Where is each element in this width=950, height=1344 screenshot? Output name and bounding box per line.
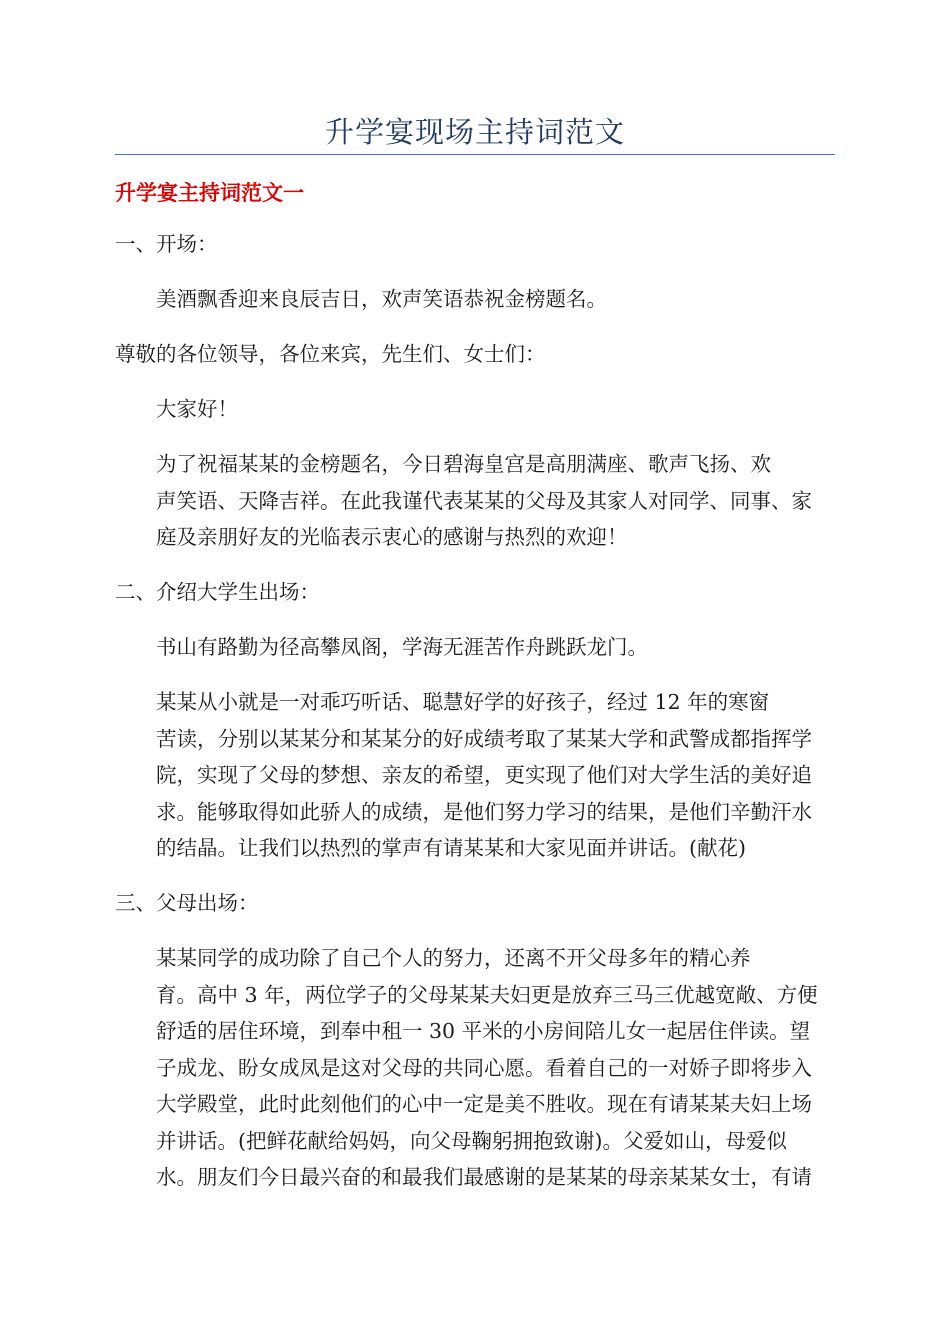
text-line: 子成龙、盼女成凤是这对父母的共同心愿。看着自己的一对娇子即将步入: [156, 1055, 812, 1080]
paragraph-greeting: 大家好！: [156, 397, 238, 421]
document-title: 升学宴现场主持词范文: [324, 115, 625, 149]
text-line: 育。高中 3 年，两位学子的父母某某夫妇更是放弃三马三优越宽敞、方便: [156, 982, 818, 1007]
text-line: 的结晶。让我们以热烈的掌声有请某某和大家见面并讲话。(献花): [156, 836, 746, 860]
paragraph-salutation: 尊敬的各位领导，各位来宾，先生们、女士们：: [115, 342, 546, 366]
paragraph-heading-students: 二、介绍大学生出场：: [115, 580, 320, 604]
document-body: [115, 226, 835, 1214]
text-line: 院，实现了父母的梦想、亲友的希望，更实现了他们对大学生活的美好追: [156, 763, 812, 787]
text-line: 并讲话。(把鲜花献给妈妈，向父母鞠躬拥抱致谢)。父爱如山，母爱似: [156, 1128, 787, 1153]
paragraph-heading-parents: 三、父母出场：: [115, 891, 259, 915]
section-heading: 升学宴主持词范文一: [115, 181, 304, 205]
paragraph-heading-opening: 一、开场：: [115, 232, 218, 256]
text-line: 求。能够取得如此骄人的成绩，是他们努力学习的结果，是他们辛勤汗水: [156, 799, 812, 824]
text-line: 某某从小就是一对乖巧听话、聪慧好学的好孩子，经过 12 年的寒窗: [156, 690, 770, 714]
paragraph-parents-intro: [115, 940, 835, 1196]
text-line: 苦读，分别以某某分和某某分的好成绩考取了某某大学和武警成都指挥学: [156, 726, 812, 751]
paragraph-students-intro: [115, 684, 835, 867]
text-line: 声笑语、天降吉祥。在此我谨代表某某的父母及其家人对同学、同事、家: [156, 488, 812, 513]
paragraph-welcome: [115, 446, 835, 556]
paragraph-couplet-students: 书山有路勤为径高攀凤阁，学海无涯苦作舟跳跃龙门。: [156, 635, 648, 659]
text-line: 某某同学的成功除了自己个人的努力，还离不开父母多年的精心养: [156, 946, 751, 970]
paragraph-couplet-opening: 美酒飘香迎来良辰吉日，欢声笑语恭祝金榜题名。: [156, 287, 607, 311]
text-line: 庭及亲朋好友的光临表示衷心的感谢与热烈的欢迎！: [156, 525, 628, 549]
title-divider: [115, 154, 835, 155]
text-line: 大学殿堂，此时此刻他们的心中一定是美不胜收。现在有请某某夫妇上场: [156, 1092, 812, 1116]
text-line: 舒适的居住环境，到奉中租一 30 平米的小房间陪儿女一起居住伴读。望: [156, 1019, 811, 1043]
text-line: 为了祝福某某的金榜题名，今日碧海皇宫是高朋满座、歌声飞扬、欢: [156, 452, 771, 476]
text-line: 水。朋友们今日最兴奋的和最我们最感谢的是某某的母亲某某女士，有请: [156, 1165, 812, 1189]
